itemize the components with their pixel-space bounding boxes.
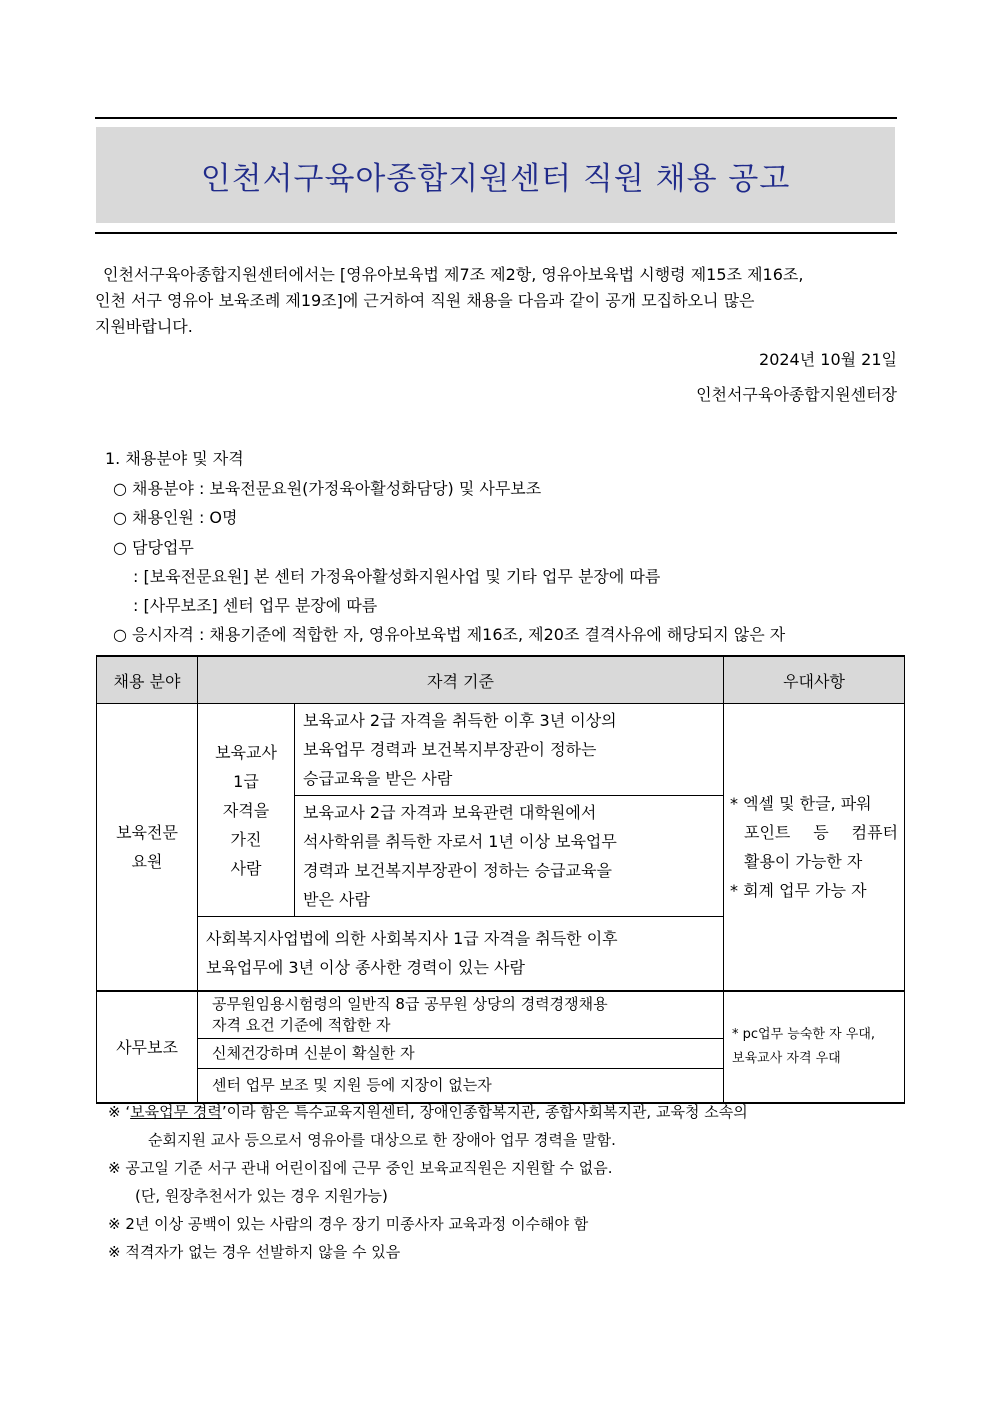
pref-line: * 회계 업무 가능 자 xyxy=(730,880,867,900)
header-criteria: 자격 기준 xyxy=(198,656,724,704)
intro-line: 인천 서구 영유아 보육조례 제19조]에 근거하여 직원 채용을 다음과 같이 공개 모집하오니 많은 xyxy=(95,291,755,310)
criteria-line: 받은 사람 xyxy=(303,890,370,909)
qualification-line: ○ 응시자격 : 채용기준에 적합한 자, 영유아보육법 제16조, 제20조 결격사유에 해당되지 않은 자 xyxy=(113,625,786,644)
signer: 인천서구육아종합지원센터장 xyxy=(696,385,897,404)
header-field: 채용 분야 xyxy=(97,656,198,704)
criteria-line: 공무원임용시험령의 일반직 8급 공무원 상당의 경력경쟁채용 xyxy=(212,994,608,1013)
clerk-criteria-1 xyxy=(198,991,724,1039)
section-heading: 1. 채용분야 및 자격 xyxy=(105,449,244,468)
pref-line: 포인트 등 컴퓨터 xyxy=(744,822,899,842)
expert-field-label: 요원 xyxy=(131,851,163,871)
qualification-table xyxy=(96,655,905,1104)
sub-label: 사람 xyxy=(230,858,262,878)
criteria-line: 사회복지사업법에 의한 사회복지사 1급 자격을 취득한 이후 xyxy=(206,929,618,949)
criteria-line: 보육업무에 3년 이상 종사한 경력이 있는 사람 xyxy=(206,958,525,978)
criteria-line: 석사학위를 취득한 자로서 1년 이상 보육업무 xyxy=(303,832,617,851)
clerk-criteria-2: 신체건강하며 신분이 확실한 자 xyxy=(198,1039,724,1069)
notes xyxy=(108,1098,898,1266)
criteria-line: 승급교육을 받은 사람 xyxy=(303,769,453,788)
clerk-field-cell: 사무보조 xyxy=(97,991,198,1103)
page-title: 인천서구육아종합지원센터 직원 채용 공고 xyxy=(200,160,791,197)
criteria-line: 경력과 보건복지부장관이 정하는 승급교육을 xyxy=(303,861,612,880)
pref-line: 활용이 가능한 자 xyxy=(744,851,863,871)
duty-detail-1: : [보육전문요원] 본 센터 가정육아활성화지원사업 및 기타 업무 분장에 따름 xyxy=(133,567,661,586)
note-1 xyxy=(108,1098,898,1126)
criteria-line: 보육교사 2급 자격을 취득한 이후 3년 이상의 xyxy=(303,711,617,730)
pref-line: 보육교사 자격 우대 xyxy=(732,1050,841,1066)
header-preference: 우대사항 xyxy=(724,656,905,704)
criteria-line: 자격 요건 기준에 적합한 자 xyxy=(212,1015,391,1034)
expert-field-cell xyxy=(97,704,198,991)
clerk-criteria-3: 센터 업무 보조 및 지원 등에 지장이 없는자 xyxy=(198,1069,724,1103)
pref-line: * 엑셀 및 한글, 파워 xyxy=(730,793,872,813)
count-line: ○ 채용인원 : O명 xyxy=(113,508,238,527)
note-2-cont: (단, 원장추천서가 있는 경우 지원가능) xyxy=(135,1187,388,1205)
top-rule xyxy=(95,117,897,119)
criteria-line: 보육교사 2급 자격과 보육관련 대학원에서 xyxy=(303,803,597,822)
expert-sub-cell xyxy=(198,704,295,917)
note-underlined-term: 보육업무 경력 xyxy=(130,1103,222,1121)
intro-line: 인천서구육아종합지원센터에서는 [영유아보육법 제7조 제2항, 영유아보육법 시행령 제15조 제16조, xyxy=(103,265,804,284)
expert-criteria-3 xyxy=(198,917,724,991)
note-4: ※ 적격자가 없는 경우 선발하지 않을 수 있음 xyxy=(108,1243,401,1261)
intro-paragraph xyxy=(95,262,897,340)
expert-preference-cell xyxy=(724,704,905,991)
sub-label: 가진 xyxy=(230,829,262,849)
note-1-cont: 순회지원 교사 등으로서 영유아를 대상으로 한 장애아 업무 경력을 말함. xyxy=(148,1131,616,1149)
title-banner xyxy=(96,127,895,223)
title-bottom-rule xyxy=(95,232,897,234)
criteria-line: 보육업무 경력과 보건복지부장관이 정하는 xyxy=(303,740,597,759)
announcement-date: 2024년 10월 21일 xyxy=(759,350,897,369)
expert-field-label: 보육전문 xyxy=(116,822,178,842)
expert-criteria-1 xyxy=(295,704,724,796)
duty-line: ○ 담당업무 xyxy=(113,538,194,557)
field-line: ○ 채용분야 : 보육전문요원(가정육아활성화담당) 및 사무보조 xyxy=(113,479,542,498)
note-text: ※ ‘ xyxy=(108,1103,131,1121)
expert-criteria-2 xyxy=(295,796,724,917)
duty-detail-2: : [사무보조] 센터 업무 분장에 따름 xyxy=(133,596,378,615)
sub-label: 자격을 xyxy=(222,800,270,820)
pref-line: * pc업무 능숙한 자 우대, xyxy=(732,1026,876,1042)
sub-label: 보육교사 xyxy=(215,742,277,762)
note-text: ’이라 함은 특수교육지원센터, 장애인종합복지관, 종합사회복지관, 교육청 소속의 xyxy=(221,1103,748,1121)
clerk-preference-cell xyxy=(724,991,905,1103)
intro-line: 지원바랍니다. xyxy=(95,317,193,336)
sub-label: 1급 xyxy=(233,771,259,791)
note-2: ※ 공고일 기준 서구 관내 어린이집에 근무 중인 보육교직원은 지원할 수 없음. xyxy=(108,1159,613,1177)
note-3: ※ 2년 이상 공백이 있는 사람의 경우 장기 미종사자 교육과정 이수해야 함 xyxy=(108,1215,589,1233)
